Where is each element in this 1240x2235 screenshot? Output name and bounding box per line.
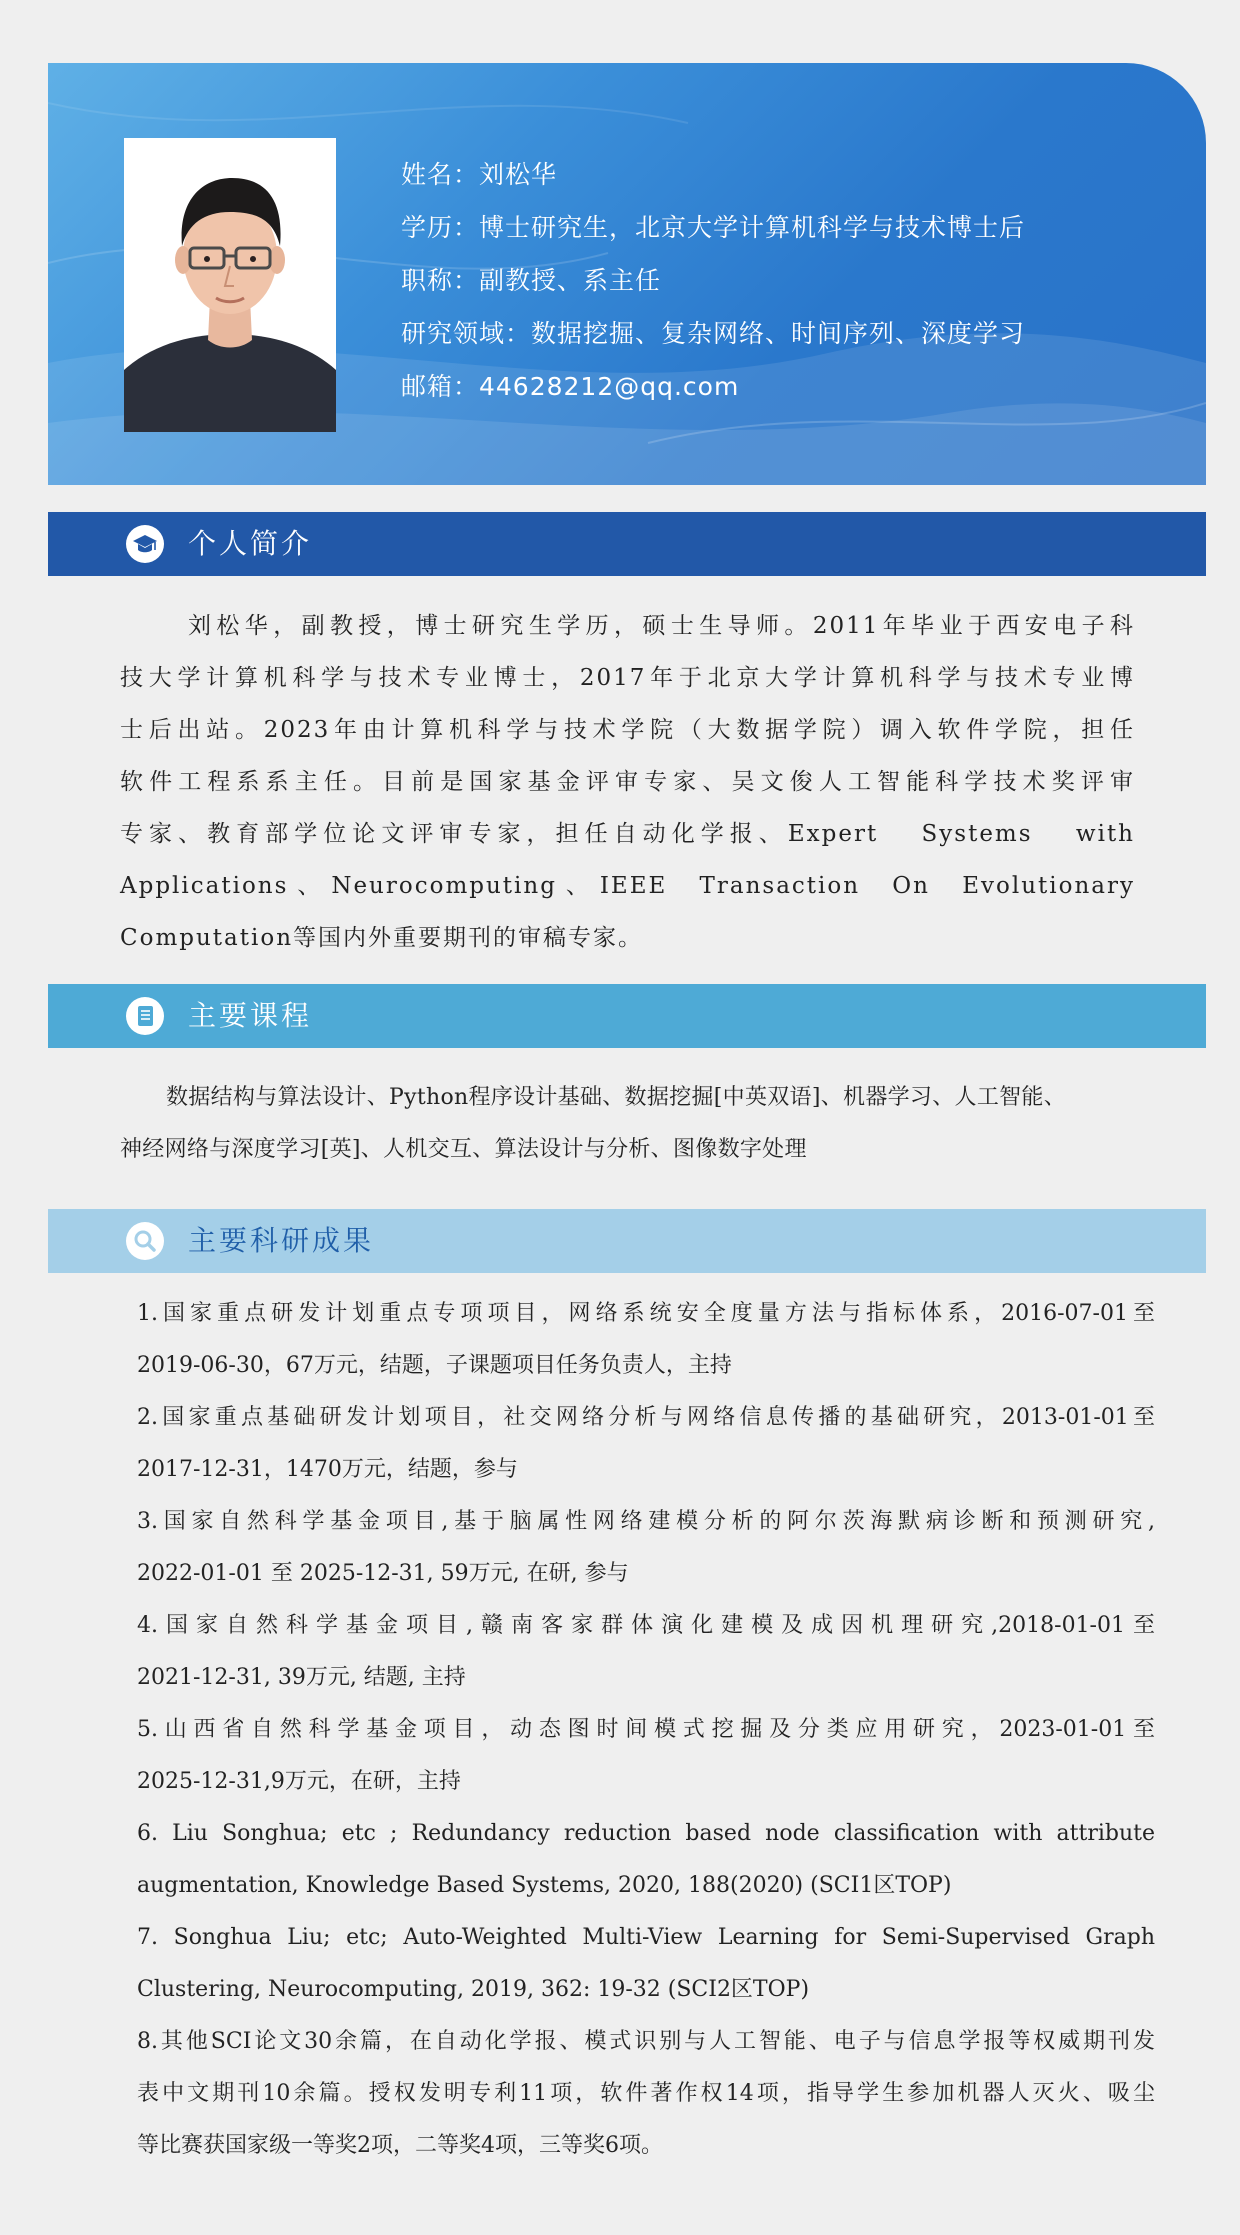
- research-item-line: 2021-12-31, 39万元, 结题, 主持: [137, 1665, 466, 1690]
- research-item-line: 8.其他SCI论文30余篇，在自动化学报、模式识别与人工智能、电子与信息学报等权威期刊发: [137, 2029, 1155, 2054]
- research-item-line: augmentation, Knowledge Based Systems, 2020, 188(2020) (SCI1区TOP): [137, 1873, 952, 1898]
- graduation-cap-icon: [126, 525, 164, 563]
- intro-line: 软件工程系系主任。目前是国家基金评审专家、吴文俊人工智能科学技术奖评审: [120, 769, 1135, 795]
- section-header-courses: [48, 984, 1206, 1048]
- intro-line: 刘松华，副教授，博士研究生学历，硕士生导师。2011年毕业于西安电子科: [188, 613, 1135, 639]
- section-title-research: 主要科研成果: [188, 1224, 375, 1257]
- research-item-line: 2017-12-31，1470万元，结题，参与: [137, 1457, 518, 1482]
- research-item-line: 1.国家重点研发计划重点专项项目，网络系统安全度量方法与指标体系，2016-07-01至: [137, 1301, 1155, 1326]
- profile-photo: [124, 138, 336, 432]
- profile-title: 职称：副教授、系主任: [401, 266, 662, 295]
- intro-line: 专家、教育部学位论文评审专家，担任自动化学报、Expert Systems with: [120, 821, 1135, 847]
- courses-line: 神经网络与深度学习[英]、人机交互、算法设计与分析、图像数字处理: [120, 1137, 807, 1162]
- profile-research-fields: 研究领域：数据挖掘、复杂网络、时间序列、深度学习: [401, 319, 1026, 348]
- intro-paragraph: [120, 600, 1135, 964]
- intro-line: Computation等国内外重要期刊的审稿专家。: [120, 925, 644, 951]
- research-item-line: 等比赛获国家级一等奖2项，二等奖4项，三等奖6项。: [137, 2133, 663, 2158]
- research-item-line: 5.山西省自然科学基金项目，动态图时间模式挖掘及分类应用研究，2023-01-01至: [137, 1717, 1155, 1742]
- intro-line: 士后出站。2023年由计算机科学与技术学院（大数据学院）调入软件学院，担任: [120, 717, 1135, 743]
- research-item-line: Clustering, Neurocomputing, 2019, 362: 19-32 (SCI2区TOP): [137, 1977, 810, 2002]
- profile-email: 邮箱：44628212@qq.com: [401, 372, 740, 401]
- research-item-line: 2025-12-31,9万元，在研，主持: [137, 1769, 461, 1794]
- research-item-line: 2022-01-01 至 2025-12-31, 59万元, 在研, 参与: [137, 1561, 629, 1586]
- section-header-research: [48, 1209, 1206, 1273]
- profile-education: 学历：博士研究生，北京大学计算机科学与技术博士后: [401, 213, 1026, 242]
- section-title-intro: 个人简介: [188, 527, 313, 560]
- avatar: [124, 138, 336, 432]
- research-item-line: 2.国家重点基础研发计划项目，社交网络分析与网络信息传播的基础研究，2013-01-01至: [137, 1405, 1155, 1430]
- research-item-line: 7. Songhua Liu; etc; Auto-Weighted Multi-View Learning for Semi-Supervised Graph: [137, 1925, 1155, 1950]
- research-item-line: 表中文期刊10余篇。授权发明专利11项，软件著作权14项，指导学生参加机器人灭火、吸尘: [137, 2081, 1155, 2106]
- intro-line: Applications、Neurocomputing、IEEE Transaction On Evolutionary: [120, 873, 1135, 899]
- section-header-intro: [48, 512, 1206, 576]
- intro-line: 技大学计算机科学与技术专业博士，2017年于北京大学计算机科学与技术专业博: [120, 665, 1135, 691]
- research-item-line: 4.国家自然科学基金项目,赣南客家群体演化建模及成因机理研究,2018-01-01至: [137, 1613, 1155, 1638]
- section-title-courses: 主要课程: [188, 999, 313, 1032]
- research-item-line: 2019-06-30，67万元，结题，子课题项目任务负责人，主持: [137, 1353, 732, 1378]
- document-icon: [126, 997, 164, 1035]
- profile-info: [401, 148, 1025, 413]
- research-item-line: 3.国家自然科学基金项目,基于脑属性网络建模分析的阿尔茨海默病诊断和预测研究,: [137, 1509, 1155, 1534]
- courses-line: 数据结构与算法设计、Python程序设计基础、数据挖掘[中英双语]、机器学习、人工智能、: [166, 1085, 1067, 1110]
- profile-name: 姓名：刘松华: [401, 160, 558, 189]
- research-results-list: [137, 1288, 1155, 2172]
- search-icon: [126, 1222, 164, 1260]
- research-item-line: 6. Liu Songhua; etc ; Redundancy reduction based node classification with attribute: [137, 1821, 1155, 1846]
- profile-header: [48, 63, 1206, 485]
- courses-paragraph: [120, 1072, 1170, 1176]
